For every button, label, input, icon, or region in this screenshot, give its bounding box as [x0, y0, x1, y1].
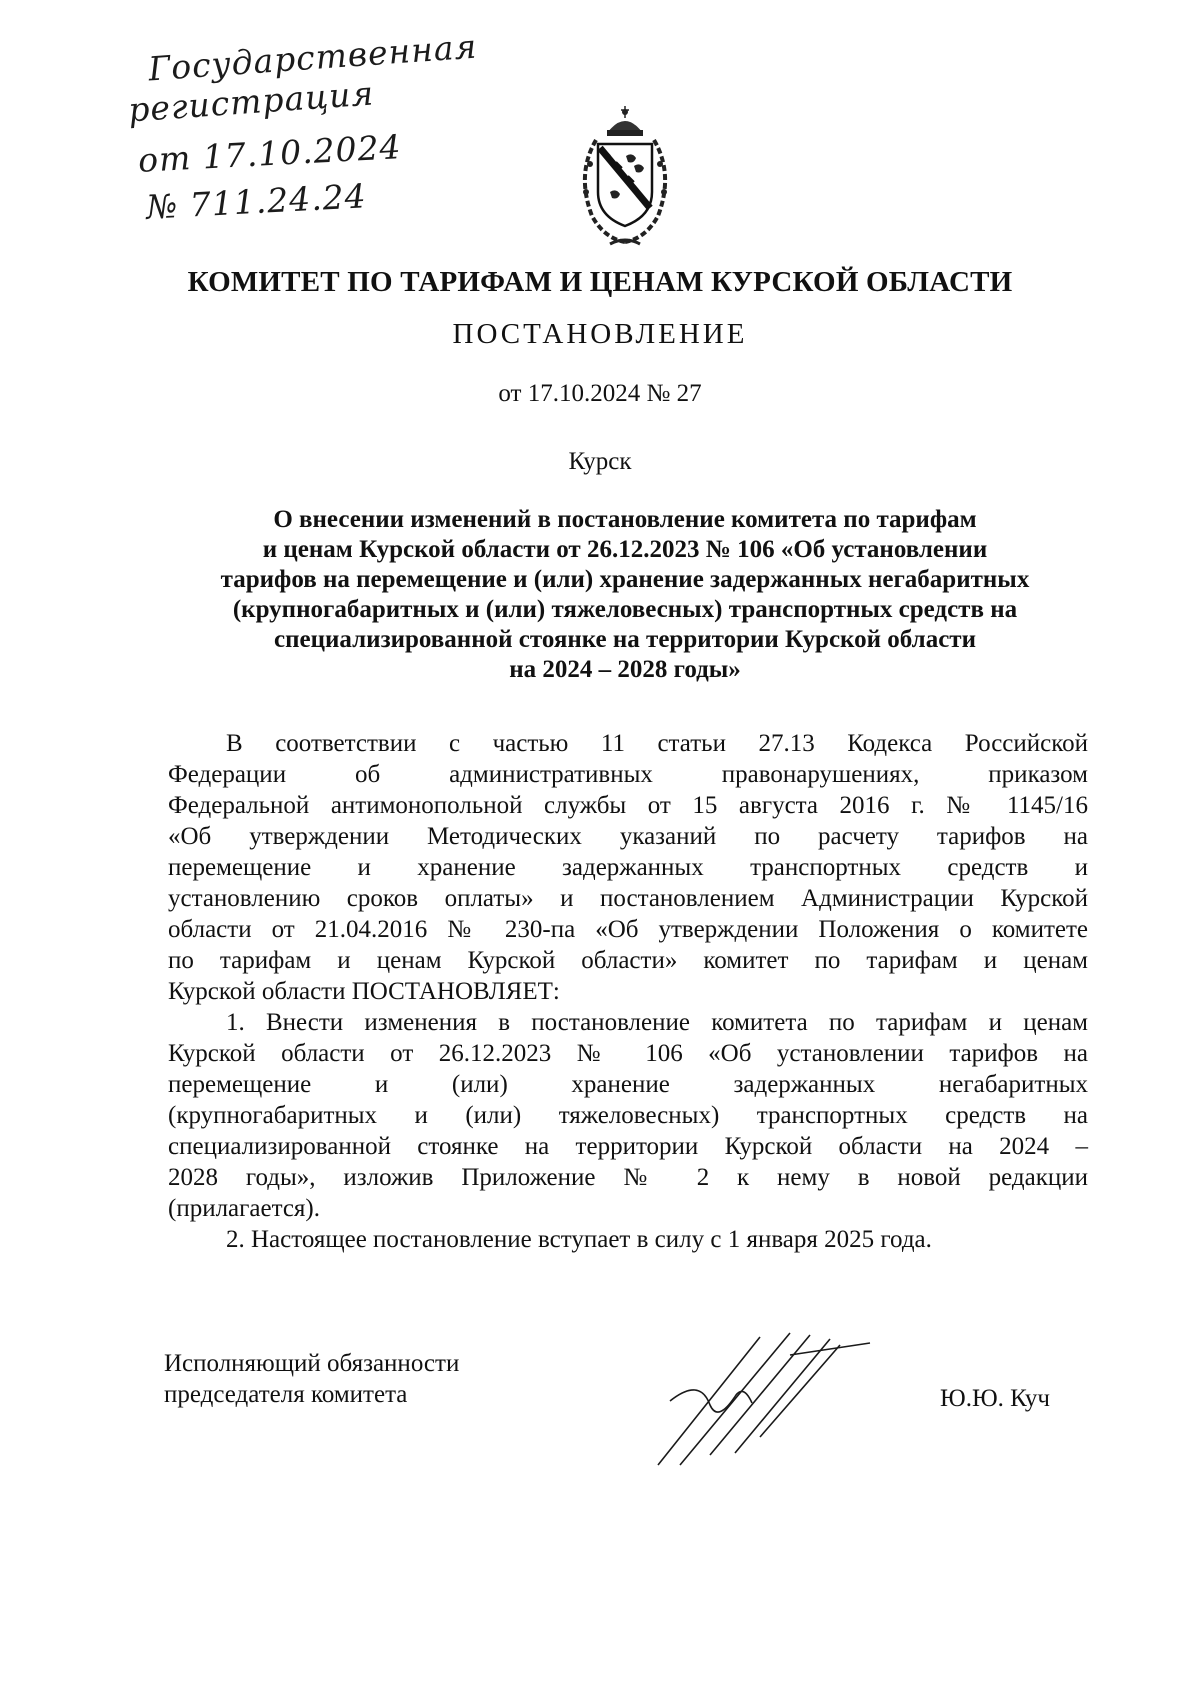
coat-of-arms-icon: [570, 104, 680, 252]
body-line: области от 21.04.2016 № 230-па «Об утверждении Положения о комитете: [168, 916, 1088, 943]
subject-line: (крупногабаритных и (или) тяжеловесных) транспортных средств на: [232, 596, 1018, 623]
body-line: специализированной стоянке на территории Курской области на 2024 –: [168, 1133, 1088, 1160]
organization-title: КОМИТЕТ ПО ТАРИФАМ И ЦЕНАМ КУРСКОЙ ОБЛАСТИ: [187, 266, 1013, 298]
body-line: перемещение и (или) хранение задержанных негабаритных: [168, 1071, 1088, 1098]
signatory-position: [164, 1348, 459, 1410]
subject-line: специализированной стоянке на территории Курской области: [274, 626, 976, 653]
document-subject: [160, 505, 1090, 685]
registration-note-line: от 17.10.2024: [137, 127, 403, 180]
registration-note-line: регистрация: [126, 73, 376, 130]
body-line: 2. Настоящее постановление вступает в силу с 1 января 2025 года.: [226, 1226, 932, 1253]
registration-note: [126, 26, 479, 227]
body-line: 2028 годы», изложив Приложение № 2 к нему в новой редакции: [168, 1164, 1088, 1191]
subject-line: и ценам Курской области от 26.12.2023 № 106 «Об установлении: [262, 536, 988, 563]
document-body: [168, 728, 1088, 1255]
handwritten-signature-icon: [640, 1325, 880, 1475]
body-line: Курской области ПОСТАНОВЛЯЕТ:: [168, 978, 560, 1005]
body-line: установлению сроков оплаты» и постановлением Администрации Курской: [168, 885, 1088, 912]
body-line: Курской области от 26.12.2023 № 106 «Об установлении тарифов на: [168, 1040, 1088, 1067]
registration-note-line: № 711.24.24: [145, 176, 368, 227]
registration-note-line: Государственная: [147, 26, 479, 89]
body-line: Федеральной антимонопольной службы от 15 августа 2016 г. № 1145/16: [168, 792, 1088, 819]
body-line: (прилагается).: [168, 1195, 321, 1222]
subject-line: на 2024 – 2028 годы»: [509, 656, 741, 683]
body-line: перемещение и хранение задержанных транспортных средств и: [168, 854, 1088, 881]
body-line: (крупногабаритных и (или) тяжеловесных) транспортных средств на: [168, 1102, 1088, 1129]
body-line: 1. Внести изменения в постановление комитета по тарифам и ценам: [226, 1009, 1088, 1036]
document-date-number: от 17.10.2024 № 27: [498, 380, 702, 407]
item-1-paragraph: [168, 1007, 1088, 1224]
subject-line: тарифов на перемещение и (или) хранение задержанных негабаритных: [220, 566, 1030, 593]
position-line: председателя комитета: [164, 1381, 408, 1408]
preamble-paragraph: [168, 728, 1088, 1007]
body-line: «Об утверждении Методических указаний по расчету тарифов на: [168, 823, 1088, 850]
document-city: Курск: [568, 448, 632, 475]
body-line: Федерации об административных правонарушениях, приказом: [168, 761, 1088, 788]
body-line: В соответствии с частью 11 статьи 27.13 Кодекса Российской: [226, 730, 1088, 757]
signatory-name: Ю.Ю. Куч: [940, 1385, 1051, 1412]
body-line: по тарифам и ценам Курской области» комитет по тарифам и ценам: [168, 947, 1088, 974]
position-line: Исполняющий обязанности: [164, 1350, 460, 1377]
document-type: ПОСТАНОВЛЕНИЕ: [452, 318, 748, 350]
subject-line: О внесении изменений в постановление комитета по тарифам: [273, 506, 977, 533]
item-2-paragraph: [168, 1224, 1088, 1255]
